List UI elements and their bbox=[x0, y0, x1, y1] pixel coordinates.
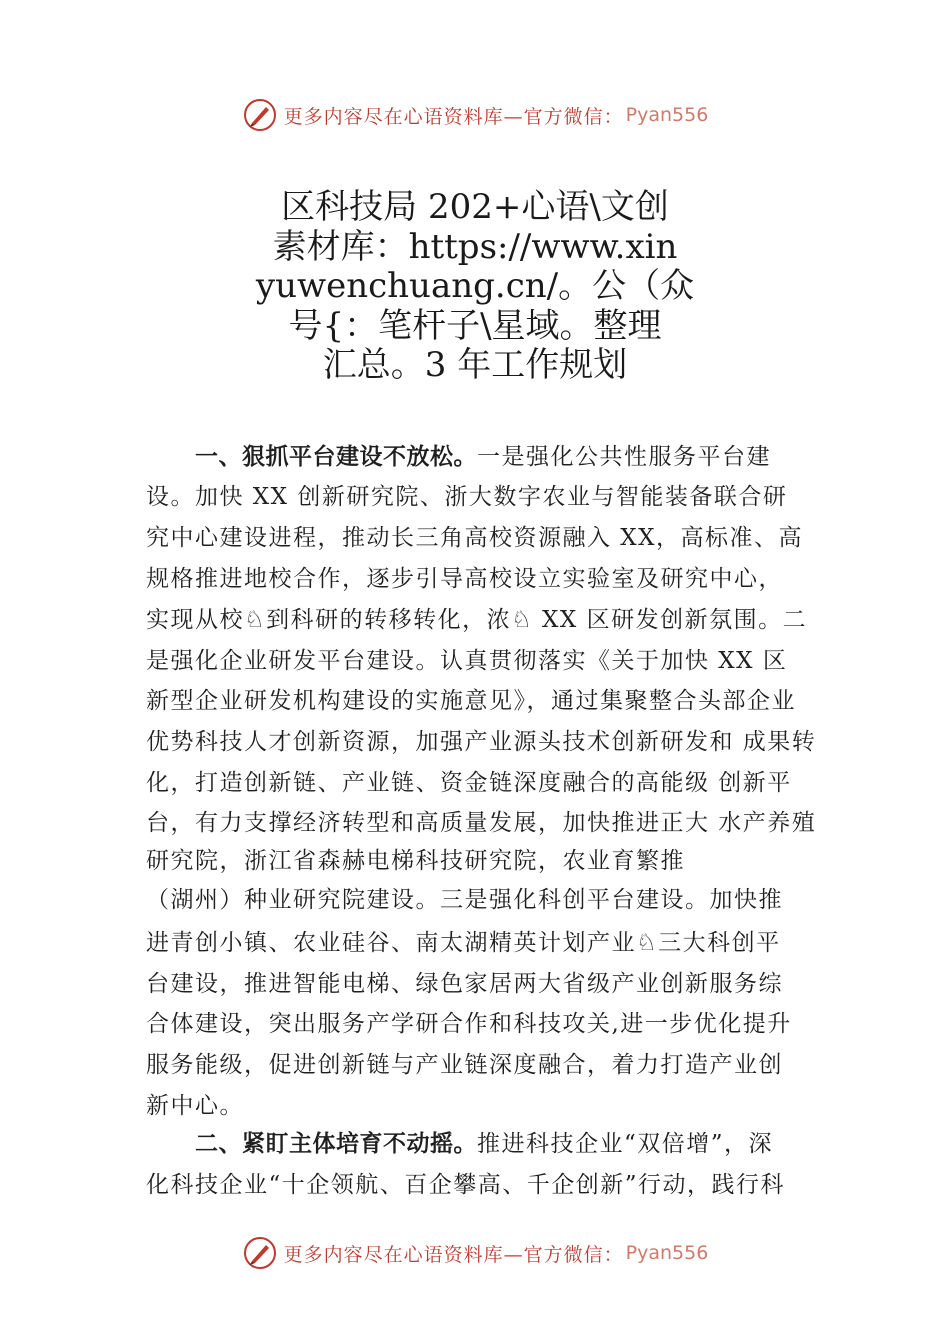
banner-contact: Pyan556 bbox=[625, 104, 709, 126]
banner-contact: Pyan556 bbox=[625, 1242, 709, 1264]
document-title bbox=[160, 188, 790, 386]
paragraph-line: 是强化企业研发平台建设。认真贯彻落实《关于加快 XX 区 bbox=[146, 648, 788, 674]
header-banner bbox=[0, 95, 950, 135]
paragraph-line: 合体建设，突出服务产学研合作和科技攻关,进一步优化提升 bbox=[146, 1011, 792, 1037]
banner-text: 更多内容尽在心语资料库—官方微信： bbox=[283, 1243, 624, 1266]
footer-banner bbox=[0, 1233, 950, 1273]
section-heading: 二、紧盯主体培育不动摇。 bbox=[195, 1131, 477, 1157]
section-heading: 一、狠抓平台建设不放松。 bbox=[195, 444, 477, 470]
paragraph-line: 新中心。 bbox=[146, 1093, 244, 1119]
paragraph-line: 研究院，浙江省森赫电梯科技研究院，农业育繁推 bbox=[146, 848, 685, 874]
paragraph-line: 设。加快 XX 创新研究院、浙大数字农业与智能装备联合研 bbox=[146, 484, 788, 510]
title-line: 号{：笔杆子\星域。整理 bbox=[288, 305, 662, 346]
paragraph-line: 究中心建设进程，推动长三角高校资源融入 XX，高标准、高 bbox=[146, 525, 804, 551]
title-line: 汇总。3 年工作规划 bbox=[322, 345, 628, 385]
paragraph-line: 规格推进地校合作，逐步引导高校设立实验室及研究中心， bbox=[146, 566, 783, 592]
paragraph-line: （湖州）种业研究院建设。三是强化科创平台建设。加快推 bbox=[146, 887, 783, 913]
paragraph-line: 化科技企业“十企领航、百企攀高、千企创新”行动，践行科 bbox=[146, 1172, 786, 1198]
body-text: 推进科技企业“双倍增”，深 bbox=[477, 1131, 774, 1157]
body-text: 一是强化公共性服务平台建 bbox=[477, 444, 771, 470]
paragraph-line: 化，打造创新链、产业链、资金链深度融合的高能级 创新平 bbox=[146, 770, 792, 796]
paragraph-line: 优势科技人才创新资源，加强产业源头技术创新研发和 成果转 bbox=[146, 729, 817, 755]
paragraph-line bbox=[195, 1126, 773, 1162]
paragraph-line: 实现从校♘到科研的转移转化，浓♘ XX 区研发创新氛围。二 bbox=[146, 607, 808, 633]
title-line: 素材库：https://www.xin bbox=[272, 226, 678, 267]
paragraph-line: 服务能级，促进创新链与产业链深度融合，着力打造产业创 bbox=[146, 1052, 783, 1078]
paragraph-line: 进青创小镇、农业硅谷、南太湖精英计划产业♘三大科创平 bbox=[146, 930, 781, 956]
paragraph-line: 新型企业研发机构建设的实施意见》，通过集聚整合头部企业 bbox=[146, 688, 796, 714]
paragraph-line: 台，有力支撑经济转型和高质量发展，加快推进正大 水产养殖 bbox=[146, 810, 817, 836]
title-line: yuwenchuang.cn/。公（众 bbox=[255, 266, 695, 306]
pen-logo-icon bbox=[242, 97, 278, 133]
pen-logo-icon bbox=[242, 1235, 278, 1271]
paragraph-line bbox=[195, 439, 771, 475]
title-line: 区科技局 202+心语\文创 bbox=[281, 187, 669, 227]
paragraph-line: 台建设，推进智能电梯、绿色家居两大省级产业创新服务综 bbox=[146, 971, 783, 997]
banner-text: 更多内容尽在心语资料库—官方微信： bbox=[283, 105, 624, 128]
